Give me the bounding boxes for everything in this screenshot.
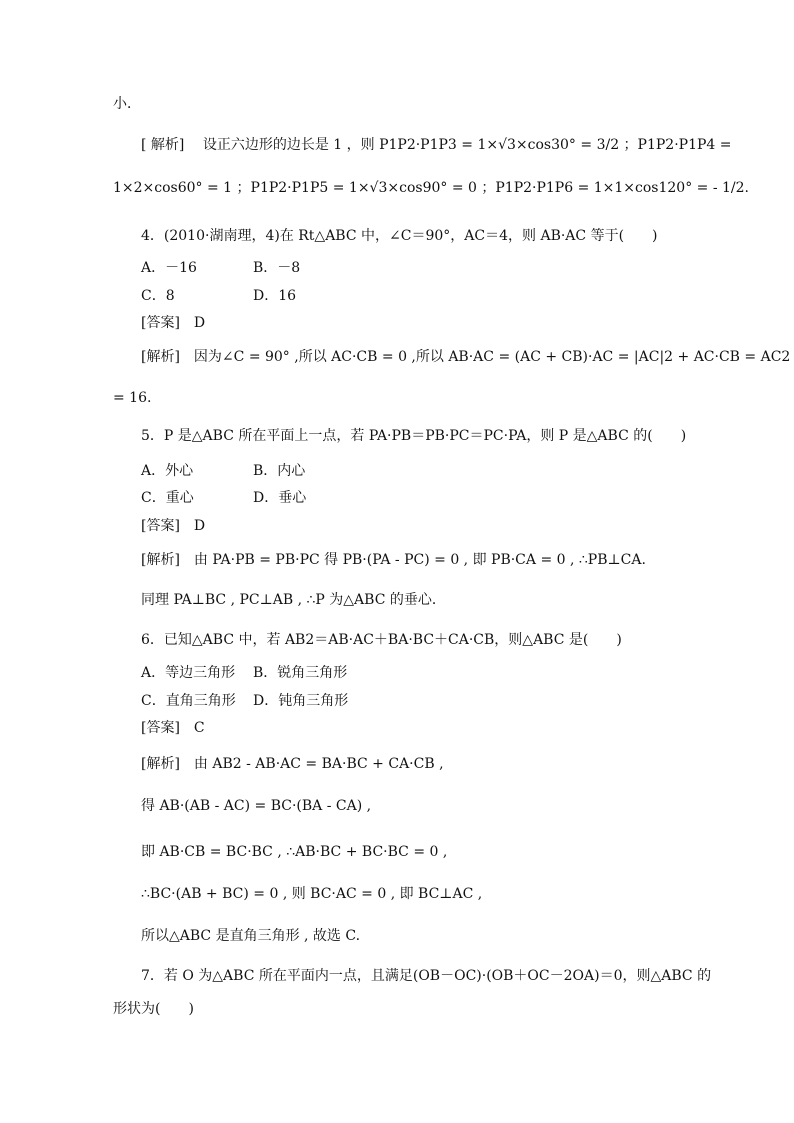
question-5: 5．P 是△ABC 所在平面上一点，若 PA·PB＝PB·PC＝PC·PA，则 P 是△ABC 的( ) [141, 428, 687, 444]
option-q4-b: B．－8 [253, 260, 301, 276]
analysis-q4: [解析] 因为∠C = 90° ,所以 AC·CB = 0 ,所以 AB·AC = (AC + CB)·AC = |AC|2 + AC·CB = AC2 [141, 349, 791, 365]
analysis-q6: [解析] 由 AB2 - AB·AC = BA·BC + CA·CB , [141, 756, 444, 772]
answer-q5: [答案] D [141, 518, 206, 534]
option-q5-b: B．内心 [253, 463, 306, 479]
question-7-cont: 形状为( ) [113, 1001, 194, 1017]
answer-q4: [答案] D [141, 315, 206, 331]
question-7: 7．若 O 为△ABC 所在平面内一点，且满足(OB－OC)·(OB＋OC－2OA)＝0，则△ABC 的 [141, 968, 712, 984]
analysis-q5-cont: 同理 PA⊥BC , PC⊥AB , ∴P 为△ABC 的垂心． [141, 592, 446, 608]
option-q6-a: A．等边三角形 [141, 665, 236, 681]
question-6: 6．已知△ABC 中，若 AB2＝AB·AC＋BA·BC＋CA·CB，则△ABC 是( ) [141, 632, 622, 648]
option-q6-c: C．直角三角形 [141, 693, 236, 709]
line-0: 小． [113, 96, 141, 112]
option-q5-c: C．重心 [141, 490, 194, 506]
option-q5-d: D．垂心 [253, 490, 307, 506]
analysis-q6-l5: 所以△ABC 是直角三角形 , 故选 C. [141, 928, 361, 944]
line-2: 1×2×cos60° = 1 ；P1P2·P1P5 = 1×√3×cos90° = 0 ；P1P2·P1P6 = 1×1×cos120° = - 1/2. [113, 180, 750, 196]
question-4: 4．(2010·湖南理，4)在 Rt△ABC 中，∠C＝90°，AC＝4，则 AB·AC 等于( ) [141, 228, 658, 244]
option-q4-a: A．－16 [141, 260, 197, 276]
line-1: [ 解析] 设正六边形的边长是 1 ，则 P1P2·P1P3 = 1×√3×cos30° = 3/2 ；P1P2·P1P4 = [141, 137, 732, 153]
option-q5-a: A．外心 [141, 463, 194, 479]
analysis-q6-l4: ∴BC·(AB + BC) = 0 , 则 BC·AC = 0 , 即 BC⊥AC , [141, 886, 483, 902]
option-q6-b: B．锐角三角形 [253, 665, 348, 681]
analysis-q4-cont: = 16. [113, 390, 152, 406]
analysis-q6-l2: 得 AB·(AB - AC) = BC·(BA - CA) , [141, 798, 372, 814]
analysis-q6-l3: 即 AB·CB = BC·BC , ∴AB·BC + BC·BC = 0 , [141, 844, 448, 860]
analysis-q5: [解析] 由 PA·PB = PB·PC 得 PB·(PA - PC) = 0 , 即 PB·CA = 0 , ∴PB⊥CA. [141, 552, 646, 568]
option-q4-c: C．8 [141, 288, 175, 304]
option-q6-d: D．钝角三角形 [253, 693, 349, 709]
answer-q6: [答案] C [141, 720, 205, 736]
option-q4-d: D．16 [253, 288, 297, 304]
